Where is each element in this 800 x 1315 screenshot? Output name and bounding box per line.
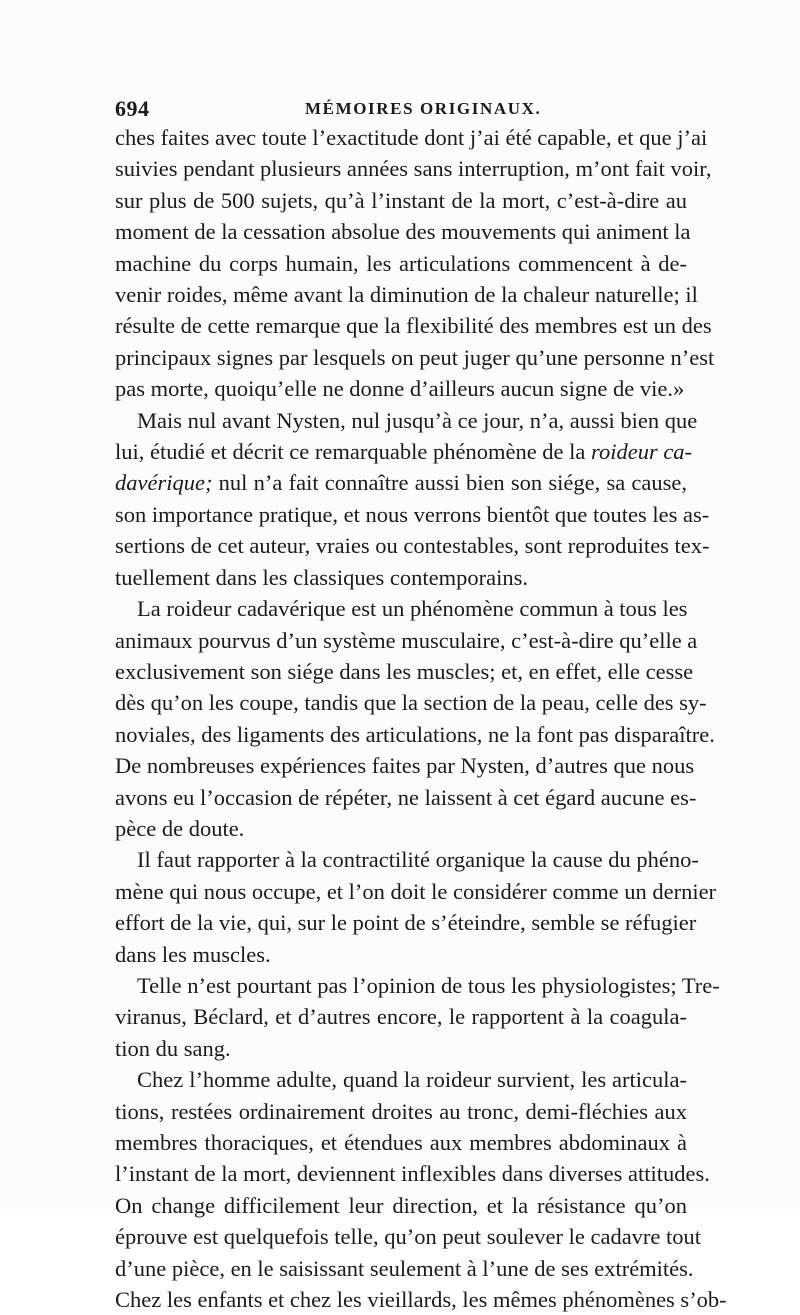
italic-term: davérique;	[115, 470, 213, 496]
text-line: sertions de cet auteur, vraies ou contestables, sont reproduites tex-	[115, 533, 710, 559]
italic-term: roideur ca-	[591, 439, 693, 465]
text-line: l’instant de la mort, deviennent inflexibles dans diverses attitudes.	[115, 1161, 710, 1187]
text-line: sur plus de 500 sujets, qu’à l’instant de la mort, c’est-à-dire au	[115, 187, 687, 213]
text-line: son importance pratique, et nous verrons bientôt que toutes les as-	[115, 501, 710, 527]
text-line: Il faut rapporter à la contractilité organique la cause du phéno-	[137, 847, 699, 873]
text-line: tuellement dans les classiques contemporains.	[115, 564, 529, 590]
text-line: On change difficilement leur direction, et la résistance qu’on	[115, 1192, 687, 1218]
text-line: d’une pièce, en le saisissant seulement à l’une de ses extrémités.	[115, 1255, 694, 1281]
text-line: résulte de cette remarque que la flexibilité des membres est un des	[115, 313, 712, 339]
text-line: membres thoraciques, et étendues aux membres abdominaux à	[115, 1130, 687, 1155]
text-line-with-italic	[115, 436, 693, 467]
text-line: De nombreuses expériences faites par Nysten, d’autres que nous	[115, 753, 695, 779]
text-line-with-italic	[115, 467, 687, 498]
text-line: ches faites avec toute l’exactitude dont j’ai été capable, et que j’ai	[115, 125, 708, 150]
text-line: machine du corps humain, les articulations commencent à de-	[115, 250, 687, 276]
text-line: Mais nul avant Nysten, nul jusqu’à ce jour, n’a, aussi bien que	[137, 407, 698, 433]
text-segment: lui, étudié et décrit ce remarquable phénomène de la	[115, 439, 592, 465]
text-line: Chez l’homme adulte, quand la roideur survient, les articula-	[137, 1067, 687, 1093]
text-segment: nul n’a fait connaître aussi bien son siége, sa cause,	[212, 470, 687, 496]
text-line: avons eu l’occasion de répéter, ne laissent à cet égard aucune es-	[115, 784, 697, 810]
text-line: dans les muscles.	[115, 941, 271, 967]
text-line: suivies pendant plusieurs années sans interruption, m’ont fait voir,	[115, 156, 712, 182]
text-line: Telle n’est pourtant pas l’opinion de tous les physiologistes; Tre-	[137, 972, 720, 998]
text-line: animaux pourvus d’un système musculaire, c’est-à-dire qu’elle a	[115, 627, 698, 653]
text-line: effort de la vie, qui, sur le point de s’éteindre, semble se réfugier	[115, 910, 697, 936]
text-line: tion du sang.	[115, 1035, 231, 1061]
text-line: dès qu’on les coupe, tandis que la section de la peau, celle des sy-	[115, 690, 707, 716]
text-line: La roideur cadavérique est un phénomène commun à tous les	[137, 596, 688, 622]
paragraph-6	[115, 1064, 727, 1315]
text-line: tions, restées ordinairement droites au tronc, demi-fléchies aux	[115, 1098, 687, 1124]
text-line: principaux signes par lesquels on peut juger qu’une personne n’est	[115, 344, 715, 370]
text-line: Chez les enfants et chez les vieillards, les mêmes phénomènes s’ob-	[115, 1287, 727, 1313]
paragraph-5	[115, 970, 720, 1064]
text-line: éprouve est quelquefois telle, qu’on peut soulever le cadavre tout	[115, 1224, 702, 1250]
page-number: 694	[115, 96, 150, 121]
text-line: viranus, Béclard, et d’autres encore, le rapportent à la coagula-	[115, 1004, 687, 1030]
paragraph-4	[115, 844, 717, 970]
running-title: MÉMOIRES ORIGINAUX.	[305, 99, 542, 118]
text-line: mène qui nous occupe, et l’on doit le considérer comme un dernier	[115, 878, 717, 904]
text-line: pas morte, quoiqu’elle ne donne d’ailleurs aucun signe de vie.»	[115, 376, 685, 402]
text-line: exclusivement son siége dans les muscles; et, en effet, elle cesse	[115, 658, 694, 684]
text-line: noviales, des ligaments des articulations, ne la font pas disparaître.	[115, 721, 715, 747]
paragraph-1	[115, 122, 715, 405]
text-line: venir roides, même avant la diminution de la chaleur naturelle; il	[115, 282, 698, 308]
paragraph-2	[115, 405, 710, 593]
text-line: moment de la cessation absolue des mouvements qui animent la	[115, 219, 691, 245]
paragraph-3	[115, 593, 715, 844]
text-line: pèce de doute.	[115, 815, 245, 841]
body-text	[115, 122, 727, 1315]
